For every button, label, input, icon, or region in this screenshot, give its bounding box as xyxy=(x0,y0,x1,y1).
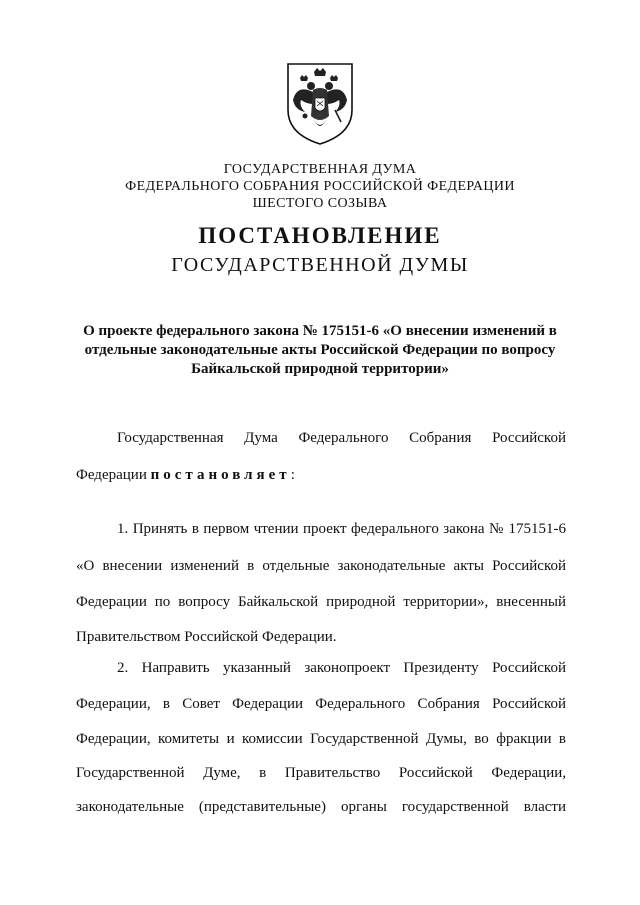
coat-of-arms-emblem xyxy=(283,60,357,146)
para2-line-2: Федерации, в Совет Федерации Федерального Собрания Российской xyxy=(76,696,566,712)
para2-line-5: законодательные (представительные) органы государственной власти xyxy=(76,799,566,815)
preamble-line-1: Государственная Дума Федерального Собрания Российской xyxy=(117,430,566,446)
subject-line-3: Байкальской природной территории» xyxy=(191,361,449,377)
header-line-convocation: ШЕСТОГО СОЗЫВА xyxy=(252,196,388,211)
para1-line-3: Федерации по вопросу Байкальской природной территории», внесенный xyxy=(76,594,566,610)
resolves-word: постановляет xyxy=(150,467,291,483)
para1-line-2: «О внесении изменений в отдельные законодательные акты Российской xyxy=(76,558,566,574)
document-title: ПОСТАНОВЛЕНИЕ xyxy=(198,223,442,248)
preamble-line-2 xyxy=(76,467,295,484)
header-line-state-duma: ГОСУДАРСТВЕННАЯ ДУМА xyxy=(223,162,417,177)
document-subtitle: ГОСУДАРСТВЕННОЙ ДУМЫ xyxy=(171,254,469,276)
preamble-colon: : xyxy=(290,467,295,483)
preamble-text: Федерации xyxy=(76,467,151,483)
para2-line-4: Государственной Думе, в Правительство Российской Федерации, xyxy=(76,765,566,781)
header-line-federal-assembly: ФЕДЕРАЛЬНОГО СОБРАНИЯ РОССИЙСКОЙ ФЕДЕРАЦИИ xyxy=(125,179,515,194)
para2-line-3: Федерации, комитеты и комиссии Государственной Думы, во фракции в xyxy=(76,731,566,747)
subject-line-1: О проекте федерального закона № 175151-6 «О внесении изменений в xyxy=(83,323,557,339)
para1-line-4: Правительством Российской Федерации. xyxy=(76,629,337,645)
para1-line-1: 1. Принять в первом чтении проект федерального закона № 175151-6 xyxy=(117,521,566,537)
subject-line-2: отдельные законодательные акты Российской Федерации по вопросу xyxy=(84,342,556,358)
para2-line-1: 2. Направить указанный законопроект Президенту Российской xyxy=(117,660,566,676)
